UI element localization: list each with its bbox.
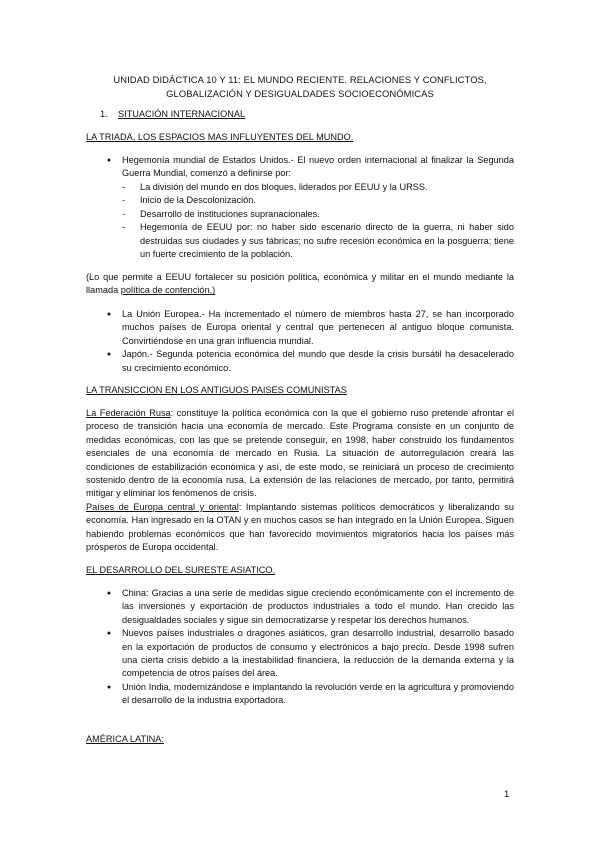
india-text: Unión India, modernizándose e implantando la revolución verde en la agricultura y promoviendo el desarrollo de la industria exportadora. (122, 681, 514, 706)
list-item (86, 308, 514, 348)
list-item (86, 221, 514, 261)
list-item (86, 154, 514, 181)
ue-text: La Unión Europea.- Ha incrementado el número de miembros hasta 27, se han incorporado muchos países de Europa oriental y central que pertenecen al antiguo bloque comunista. Convirtiéndose en una gran influencia mundial. (122, 309, 514, 346)
transicion-heading: LA TRANSICCION EN LOS ANTIGUOS PAISES COMUNISTAS (86, 385, 347, 395)
triada-heading: LA TRIADA, LOS ESPACIOS MAS INFLUYENTES DEL MUNDO. (86, 132, 354, 142)
page-number: 1 (504, 789, 510, 800)
document-title (86, 73, 514, 100)
rusia-text: : constituye la política económica con la que el gobierno ruso pretende afrontar el proceso de transición hacia una economía de mercado. Este Programa consiste en un conjunto de medidas económicas, con las que se pretende conseguir, en 1998, haber construido los fundamentos esenciales de una economía de mercado en Rusia. La situación de autorregulación creará las condiciones de estabilización económica y así, de este modo, se reiniciará un proceso de crecimiento sostenido dentro de la economía rusa. La extensión de las relaciones de mercado, por tanto, permitirá mitigar y eliminar los fenómenos de crisis. (86, 408, 514, 499)
bullet-icon: ● (106, 157, 112, 164)
note-text: (Lo que permite a EEUU fortalecer su posición política, económica y militar en el mundo mediante la llamada (86, 272, 514, 296)
latina-heading: AMÉRICA LATINA: (86, 734, 164, 744)
list-item (86, 348, 514, 375)
europa-label: Países de Europa central y oriental (86, 501, 239, 512)
dash-text: Hegemonía de EEUU por: no haber sido escenario directo de la guerra, ni haber sido destruidas sus ciudades y sus fábricas; no sufre recesión económica en la posguerra; tiene un fuerte crecimiento de la población. (140, 222, 514, 260)
sureste-list (86, 587, 514, 708)
bullet-icon: ● (106, 311, 112, 318)
usa-note (86, 271, 514, 298)
bullet-icon: ● (106, 630, 112, 638)
list-item (86, 181, 514, 194)
section-1-number: 1. (100, 109, 108, 119)
japon-text: Japón.- Segunda potencia económica del mundo que desde la crisis bursátil ha desacelerado su crecimiento económico. (122, 349, 514, 373)
rusia-paragraph (86, 407, 514, 501)
title-line-1: UNIDAD DIDÁCTICA 10 Y 11: EL MUNDO RECIENTE. RELACIONES Y CONFLICTOS, (113, 74, 487, 85)
dash-icon: - (122, 195, 126, 206)
china-text: China: Gracias a una serie de medidas sigue creciendo económicamente con el incremento de las inversiones y exportación de productos industriales a todo el mundo. Han crecido las desigualdades sociales y sigue sin democratizarse y respetar los derechos humanos. (122, 588, 514, 625)
transicion-body (86, 407, 514, 554)
usa-dash-list (86, 181, 514, 261)
section-1-heading (100, 108, 245, 121)
section-1-title: SITUACIÓN INTERNACIONAL (118, 109, 246, 119)
bullet-icon: ● (106, 351, 112, 359)
list-item (86, 194, 514, 207)
usa-text: Hegemonía mundial de Estados Unidos.- El nuevo orden internacional al finalizar la Segunda Guerra Mundial, comenzó a definirse por: (122, 155, 514, 179)
note-underlined: política de contención.) (120, 285, 216, 296)
dash-icon: - (122, 182, 126, 192)
title-line-2: GLOBALIZACIÓN Y DESIGUALDADES SOCIOECONÓMICAS (166, 87, 434, 99)
dash-icon: - (122, 222, 126, 233)
dash-text: Inicio de la Descolonización. (140, 195, 256, 206)
dragones-text: Nuevos países industriales o dragones asiáticos, gran desarrollo industrial, desarrollo basado en la exportación de productos de consumo y electrónicos a bajo precio. Desde 1998 sufren una cierta crisis debido a la inestabilidad financiera, la reducción de la demanda externa y la competencia de otros países del área. (122, 628, 514, 679)
list-item (86, 681, 514, 708)
dash-text: Desarrollo de instituciones supranacionales. (140, 208, 320, 219)
rusia-label: La Federación Rusa (86, 408, 171, 418)
bullet-icon: ● (106, 683, 112, 691)
dash-icon: - (122, 208, 126, 219)
triada-ue-jp-list (86, 308, 514, 375)
dash-text: La división del mundo en dos bloques, liderados por EEUU y la URSS. (140, 182, 428, 192)
sureste-heading: EL DESARROLLO DEL SURESTE ASIATICO. (86, 565, 276, 575)
europa-paragraph (86, 501, 514, 555)
triada-usa-item (86, 154, 514, 181)
list-item (86, 208, 514, 221)
list-item (86, 627, 514, 681)
list-item (86, 587, 514, 627)
europa-text: : Implantando sistemas políticos democráticos y liberalizando su economía. Han ingresado en la OTAN y en muchos casos se han integrado en la Unión Europea. Siguen habiendo problemas económicos que han favorecido movimientos migratorios hacia los países más prósperos de Europa occidental. (86, 501, 514, 553)
bullet-icon: ● (106, 590, 112, 597)
